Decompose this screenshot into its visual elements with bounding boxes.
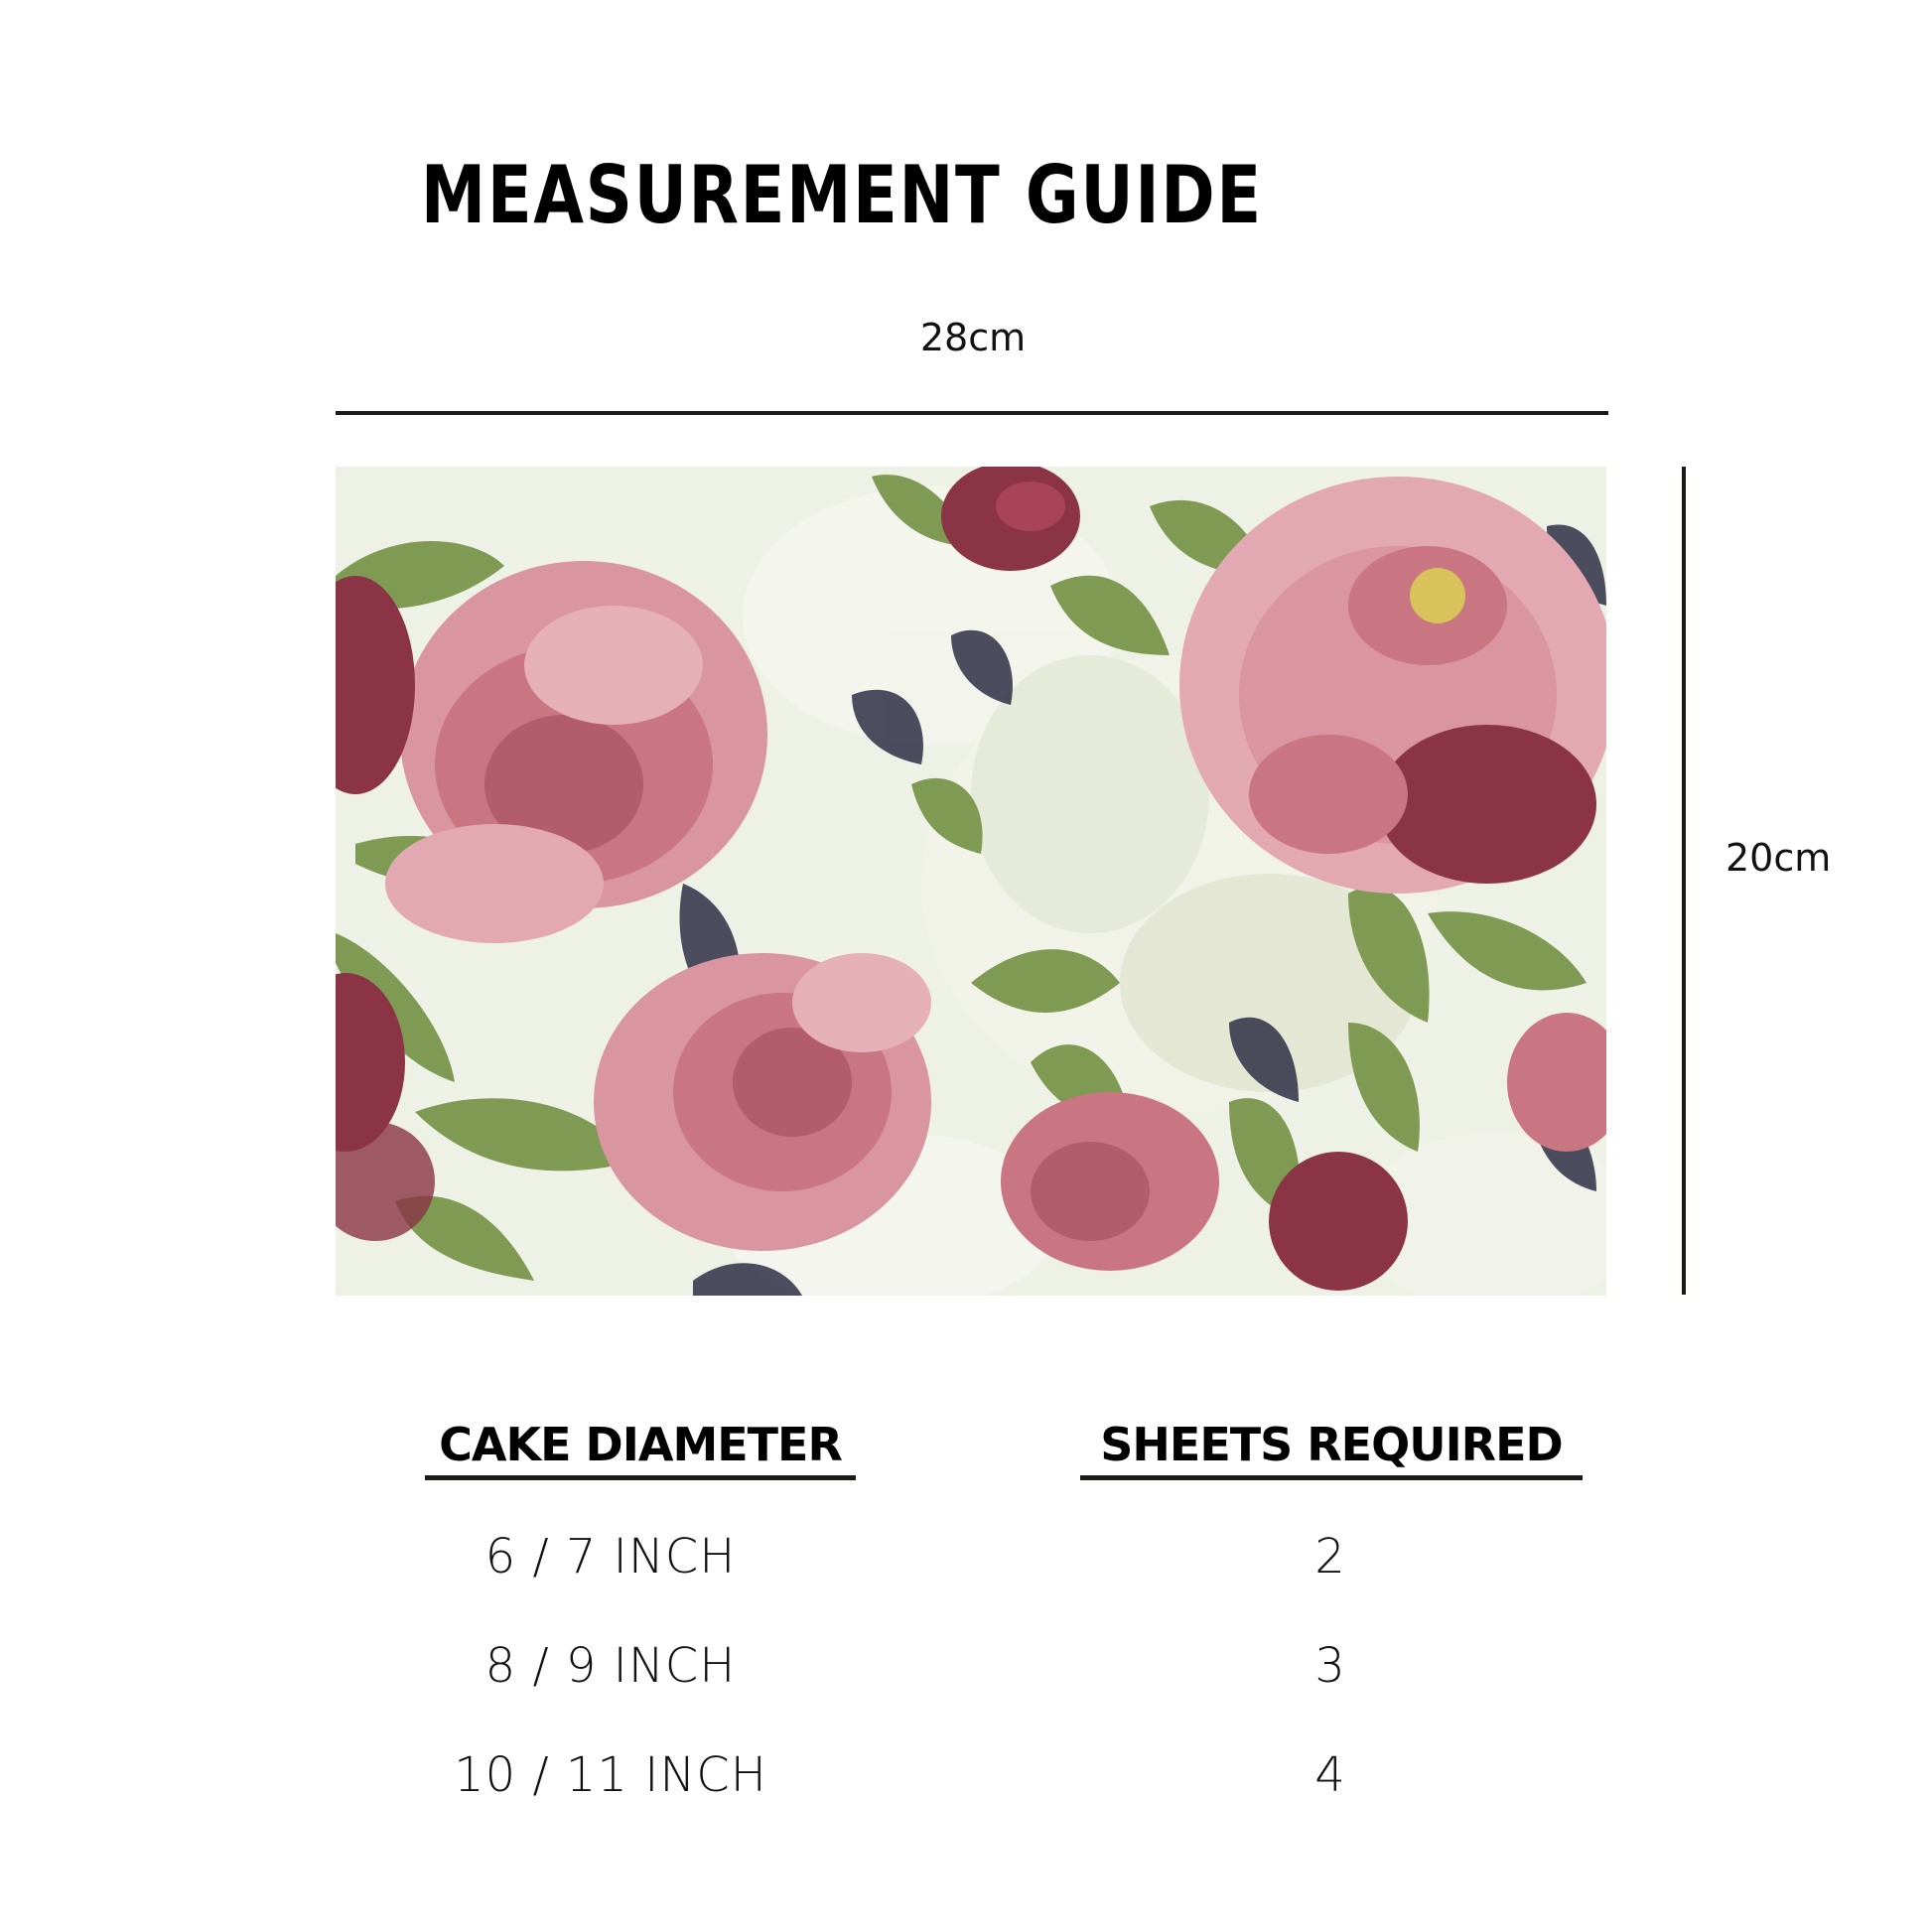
sheets-required-cell: 4 — [1314, 1747, 1346, 1803]
cake-diameter-cell: 8 / 9 INCH — [484, 1638, 737, 1694]
page-title: MEASUREMENT GUIDE — [420, 149, 1263, 241]
sheets-required-cell: 3 — [1314, 1638, 1346, 1694]
sheets-required-cell: 2 — [1314, 1529, 1346, 1585]
height-rule — [1682, 467, 1686, 1295]
table-header-sheets-required: SHEETS REQUIRED — [1100, 1418, 1563, 1471]
table-header-underline — [1080, 1475, 1583, 1480]
floral-sheet-image — [336, 467, 1606, 1296]
cake-diameter-cell: 10 / 11 INCH — [454, 1747, 767, 1803]
width-label: 28cm — [919, 316, 1027, 359]
cake-diameter-cell: 6 / 7 INCH — [484, 1529, 737, 1585]
height-label: 20cm — [1725, 836, 1832, 880]
table-header-underline — [425, 1475, 856, 1480]
width-rule — [336, 411, 1608, 415]
table-header-cake-diameter: CAKE DIAMETER — [439, 1418, 842, 1471]
